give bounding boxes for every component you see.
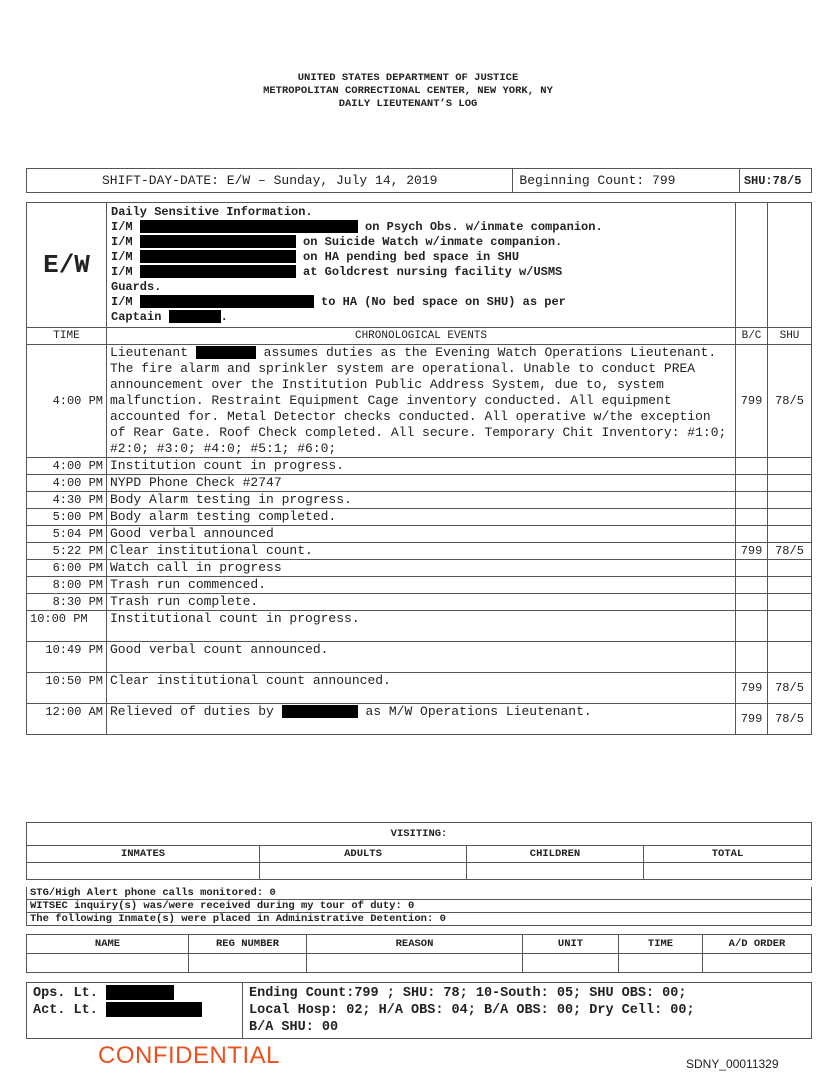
event-lead: Lieutenant xyxy=(110,345,189,360)
shift-shu: SHU:78/5 xyxy=(739,169,811,193)
table-row xyxy=(27,642,812,673)
act-lt-line xyxy=(33,1002,236,1019)
sensitive-text: on Psych Obs. w/inmate companion. xyxy=(365,220,603,234)
empty-cell xyxy=(768,203,812,328)
event-bc xyxy=(736,611,768,642)
event-text: Clear institutional count. xyxy=(107,543,736,560)
event-time: 6:00 PM xyxy=(27,560,107,577)
event-text: NYPD Phone Check #2747 xyxy=(107,475,736,492)
event-bc xyxy=(736,509,768,526)
table-row xyxy=(27,704,812,735)
event-text: Institutional count in progress. xyxy=(107,611,736,642)
inmate-prefix: I/M xyxy=(111,235,133,249)
adm-cell xyxy=(27,954,189,973)
event-shu xyxy=(768,560,812,577)
adm-name-header: NAME xyxy=(27,935,189,954)
table-row xyxy=(27,492,812,509)
confidential-stamp: CONFIDENTIAL xyxy=(98,1042,281,1069)
visiting-total-header: TOTAL xyxy=(644,846,812,863)
document-header xyxy=(0,72,816,111)
event-text xyxy=(107,704,736,735)
adm-cell xyxy=(189,954,307,973)
event-shu: 78/5 xyxy=(768,345,812,458)
event-bc: 799 xyxy=(736,704,768,735)
table-row xyxy=(27,611,812,642)
adm-order-header: A/D ORDER xyxy=(703,935,812,954)
event-shu: 78/5 xyxy=(768,704,812,735)
event-shu: 78/5 xyxy=(768,673,812,704)
sensitive-text: at Goldcrest nursing facility w/USMS xyxy=(303,265,563,279)
sensitive-row xyxy=(27,203,812,328)
table-row xyxy=(27,560,812,577)
event-lead: Relieved of duties by xyxy=(110,704,274,719)
col-time-header: TIME xyxy=(27,328,107,345)
table-row xyxy=(27,458,812,475)
event-bc xyxy=(736,577,768,594)
visiting-inmates-header: INMATES xyxy=(27,846,260,863)
event-time: 10:50 PM xyxy=(27,673,107,704)
signoff-officers xyxy=(27,983,243,1039)
sensitive-text: on Suicide Watch w/inmate companion. xyxy=(303,235,563,249)
adm-cell xyxy=(523,954,619,973)
event-time: 10:49 PM xyxy=(27,642,107,673)
redaction-block xyxy=(106,985,174,1000)
visiting-children-value xyxy=(467,863,644,880)
beginning-count: Beginning Count: 799 xyxy=(513,169,739,193)
inmate-prefix: I/M xyxy=(111,220,133,234)
event-text: Body Alarm testing in progress. xyxy=(107,492,736,509)
ops-lt-line xyxy=(33,985,236,1002)
table-row xyxy=(27,673,812,704)
witsec-note: WITSEC inquiry(s) was/were received during my tour of duty: 0 xyxy=(26,900,812,913)
header-agency: UNITED STATES DEPARTMENT OF JUSTICE xyxy=(297,72,519,84)
counts-line: Ending Count:799 ; SHU: 78; 10-South: 05; SHU OBS: 00; xyxy=(249,986,687,1001)
event-time: 4:00 PM xyxy=(27,475,107,492)
sensitive-line xyxy=(111,310,731,325)
ending-counts xyxy=(243,983,812,1039)
shift-day-date: SHIFT-DAY-DATE: E/W – Sunday, July 14, 2019 xyxy=(27,169,513,193)
table-row xyxy=(27,577,812,594)
event-bc: 799 xyxy=(736,345,768,458)
visiting-table xyxy=(26,822,812,880)
visiting-children-header: CHILDREN xyxy=(467,846,644,863)
event-shu: 78/5 xyxy=(768,543,812,560)
adm-reg-header: REG NUMBER xyxy=(189,935,307,954)
event-bc xyxy=(736,526,768,543)
event-time: 5:22 PM xyxy=(27,543,107,560)
header-facility: METROPOLITAN CORRECTIONAL CENTER, NEW YORK, NY xyxy=(263,85,553,97)
event-bc xyxy=(736,458,768,475)
event-text: Institution count in progress. xyxy=(107,458,736,475)
signoff-table xyxy=(26,982,812,1039)
col-events-header: CHRONOLOGICAL EVENTS xyxy=(107,328,736,345)
adm-cell xyxy=(307,954,523,973)
sensitive-line xyxy=(111,235,731,250)
redaction-block xyxy=(106,1002,202,1017)
event-bc xyxy=(736,492,768,509)
sensitive-line xyxy=(111,220,731,235)
event-bc: 799 xyxy=(736,543,768,560)
notes-block xyxy=(26,887,812,926)
event-time: 4:30 PM xyxy=(27,492,107,509)
col-shu-header: SHU xyxy=(768,328,812,345)
event-bc: 799 xyxy=(736,673,768,704)
visiting-total-value xyxy=(644,863,812,880)
event-time: 10:00 PM xyxy=(27,611,107,642)
sensitive-text: to HA (No bed space on SHU) as per xyxy=(321,295,566,309)
event-time: 4:00 PM xyxy=(27,345,107,458)
redaction-block xyxy=(140,250,296,263)
sensitive-text: on HA pending bed space in SHU xyxy=(303,250,520,264)
watch-label: E/W xyxy=(27,203,107,328)
event-shu xyxy=(768,509,812,526)
ops-lt-label: Ops. Lt. xyxy=(33,986,98,1002)
visiting-adults-value xyxy=(260,863,467,880)
admin-detention-note: The following Inmate(s) were placed in Administrative Detention: 0 xyxy=(26,913,812,926)
event-time: 12:00 AM xyxy=(27,704,107,735)
sensitive-line xyxy=(111,250,731,265)
redaction-block xyxy=(140,295,314,308)
event-shu xyxy=(768,577,812,594)
event-shu xyxy=(768,458,812,475)
bates-number: SDNY_00011329 xyxy=(686,1057,779,1071)
counts-line: B/A SHU: 00 xyxy=(249,1020,339,1035)
redaction-block xyxy=(140,265,296,278)
event-text: Clear institutional count announced. xyxy=(107,673,736,704)
empty-cell xyxy=(736,203,768,328)
event-time: 4:00 PM xyxy=(27,458,107,475)
event-bc xyxy=(736,560,768,577)
event-shu xyxy=(768,492,812,509)
event-time: 8:00 PM xyxy=(27,577,107,594)
act-lt-label: Act. Lt. xyxy=(33,1003,98,1019)
event-text: Trash run complete. xyxy=(107,594,736,611)
captain-label: Captain xyxy=(111,310,162,324)
table-row xyxy=(27,543,812,560)
event-text: Body alarm testing completed. xyxy=(107,509,736,526)
event-time: 5:04 PM xyxy=(27,526,107,543)
event-shu xyxy=(768,594,812,611)
column-header-row xyxy=(27,328,812,345)
event-body: as M/W Operations Lieutenant. xyxy=(365,704,592,719)
event-shu xyxy=(768,642,812,673)
sensitive-line: Guards. xyxy=(111,280,162,294)
event-bc xyxy=(736,594,768,611)
event-text: Good verbal count announced. xyxy=(107,642,736,673)
sensitive-title: Daily Sensitive Information. xyxy=(111,205,313,219)
adm-cell xyxy=(619,954,703,973)
sensitive-text: . xyxy=(220,310,228,324)
inmate-prefix: I/M xyxy=(111,295,133,309)
event-time: 5:00 PM xyxy=(27,509,107,526)
redaction-block xyxy=(169,310,221,323)
event-shu xyxy=(768,526,812,543)
header-log-title: DAILY LIEUTENANT’S LOG xyxy=(338,98,478,110)
log-table xyxy=(26,202,812,735)
inmate-prefix: I/M xyxy=(111,265,133,279)
table-row xyxy=(27,509,812,526)
redaction-block xyxy=(196,346,256,359)
event-body: assumes duties as the Evening Watch Operations Lieutenant. The fire alarm and sprinkler system are operational. Unable to conduct PREA announcement over the Institution Public Address System, due to, system malfunction. Restraint Equipment Cage inventory conducted. All equipment accounted for. Metal Detector checks conducted. All operative w/the exception of Rear Gate. Roof Check completed. All secure. Temporary Chit Inventory: #1:0; #2:0; #3:0; #4:0; #5:1; #6:0; xyxy=(110,345,727,456)
redaction-block xyxy=(140,235,296,248)
redaction-block xyxy=(282,705,358,718)
visiting-title: VISITING: xyxy=(27,823,812,846)
event-text: Watch call in progress xyxy=(107,560,736,577)
stg-note: STG/High Alert phone calls monitored: 0 xyxy=(26,887,812,900)
event-shu xyxy=(768,611,812,642)
table-row xyxy=(27,526,812,543)
event-shu xyxy=(768,475,812,492)
event-text xyxy=(107,345,736,458)
event-text: Good verbal announced xyxy=(107,526,736,543)
col-bc-header: B/C xyxy=(736,328,768,345)
redaction-block xyxy=(140,220,358,233)
admin-detention-table xyxy=(26,934,812,973)
shift-table xyxy=(26,168,812,193)
event-time: 8:30 PM xyxy=(27,594,107,611)
event-bc xyxy=(736,475,768,492)
counts-line: Local Hosp: 02; H/A OBS: 04; B/A OBS: 00; Dry Cell: 00; xyxy=(249,1003,695,1018)
adm-unit-header: UNIT xyxy=(523,935,619,954)
sensitive-line xyxy=(111,295,731,310)
sensitive-line xyxy=(111,265,731,280)
event-bc xyxy=(736,642,768,673)
adm-cell xyxy=(703,954,812,973)
visiting-inmates-value xyxy=(27,863,260,880)
adm-time-header: TIME xyxy=(619,935,703,954)
table-row xyxy=(27,594,812,611)
inmate-prefix: I/M xyxy=(111,250,133,264)
table-row xyxy=(27,475,812,492)
visiting-adults-header: ADULTS xyxy=(260,846,467,863)
sensitive-info xyxy=(107,203,736,328)
table-row xyxy=(27,345,812,458)
adm-reason-header: REASON xyxy=(307,935,523,954)
event-text: Trash run commenced. xyxy=(107,577,736,594)
